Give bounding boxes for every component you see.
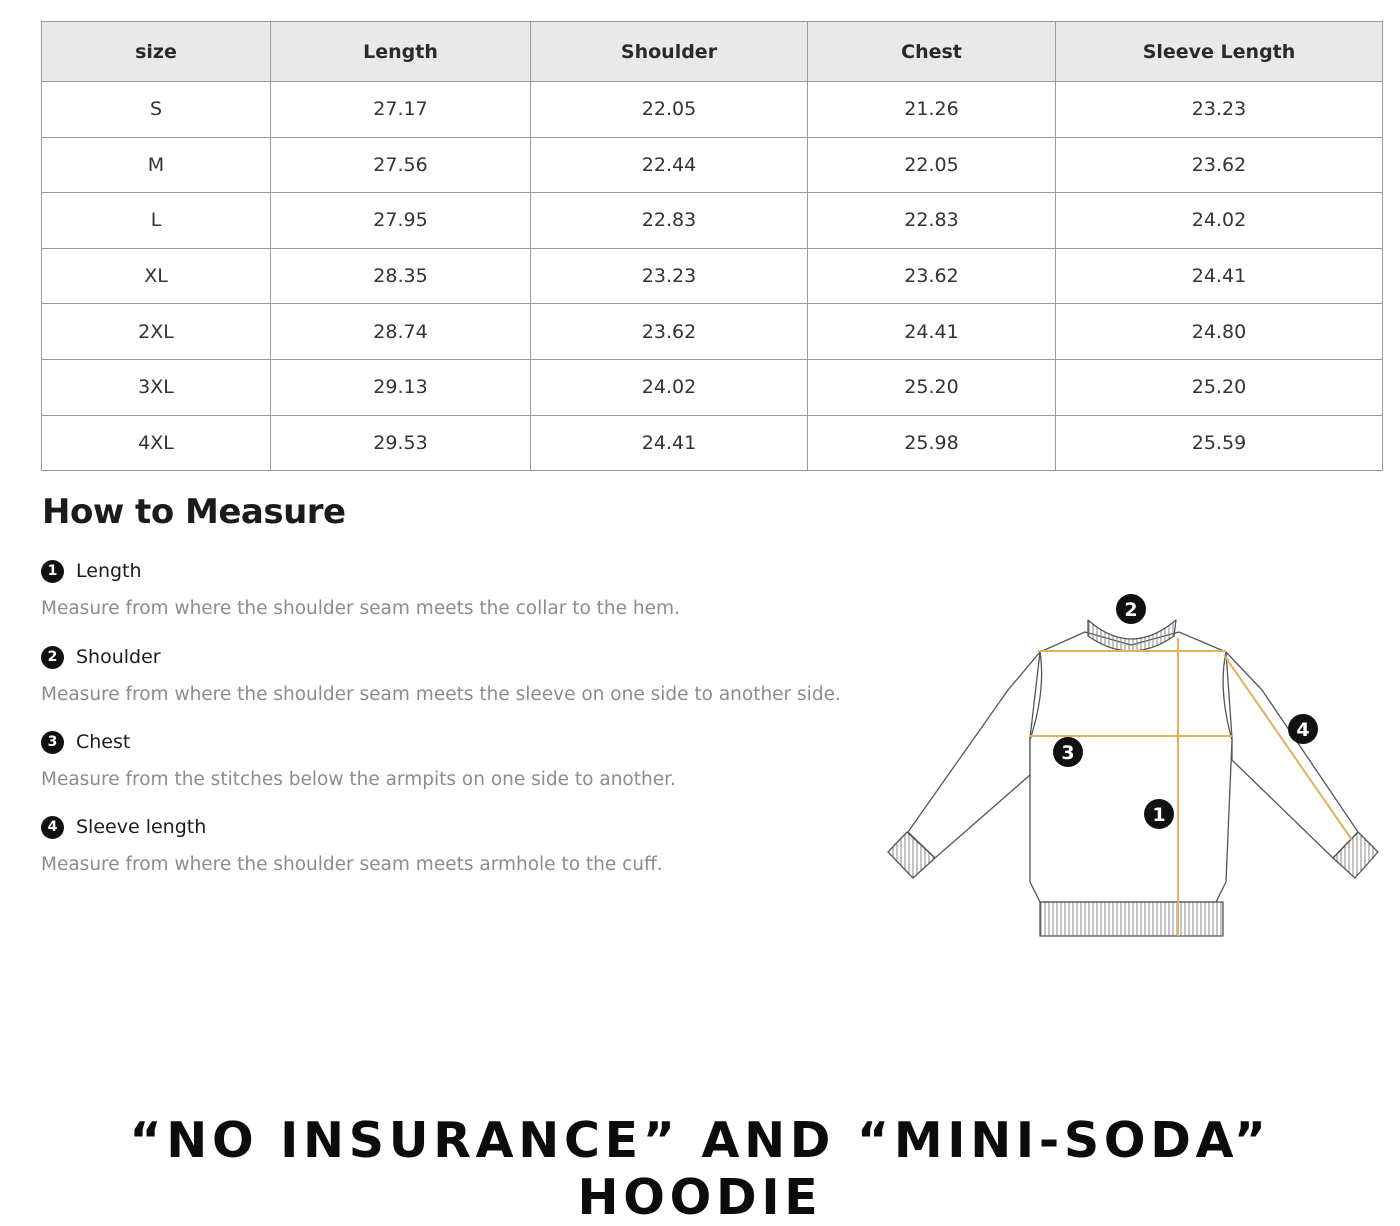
step-name: Length [76,560,142,582]
table-cell: 29.53 [271,415,531,471]
marker-label: 3 [1061,742,1075,764]
column-header: Chest [808,22,1056,82]
step-name: Sleeve length [76,816,207,838]
table-cell: 22.05 [531,82,808,138]
step-description: Measure from where the shoulder seam meets the collar to the hem. [41,598,680,619]
table-row [42,415,1383,471]
table-cell: S [42,82,271,138]
sweater-measurement-diagram-icon [880,590,1380,950]
table-cell: 23.62 [1056,137,1383,193]
table-cell: 25.20 [1056,359,1383,415]
column-header: Sleeve Length [1056,22,1383,82]
table-cell: 24.80 [1056,304,1383,360]
table-cell: XL [42,248,271,304]
marker-label: 1 [1152,804,1166,826]
step-name: Shoulder [76,646,161,668]
measure-step-length [41,558,680,619]
size-chart-table [41,21,1383,471]
table-row [42,359,1383,415]
step-description: Measure from the stitches below the armpits on one side to another. [41,769,676,790]
table-cell: 28.35 [271,248,531,304]
step-number-badge: 1 [41,560,64,583]
step-name: Chest [76,731,131,753]
product-title: “NO INSURANCE” AND “MINI-SODA” HOODIE [129,1112,1271,1226]
table-cell: 23.23 [1056,82,1383,138]
table-row [42,193,1383,249]
column-header: Length [271,22,531,82]
table-cell: 4XL [42,415,271,471]
measure-step-chest [41,729,676,790]
table-cell: 2XL [42,304,271,360]
table-cell: 29.13 [271,359,531,415]
column-header: Shoulder [531,22,808,82]
table-cell: 27.95 [271,193,531,249]
table-cell: 24.41 [531,415,808,471]
step-number-badge: 4 [41,816,64,839]
marker-label: 2 [1124,599,1138,621]
table-cell: 27.17 [271,82,531,138]
table-cell: 25.98 [808,415,1056,471]
table-cell: 22.44 [531,137,808,193]
table-cell: 28.74 [271,304,531,360]
table-cell: 25.59 [1056,415,1383,471]
table-cell: 24.02 [1056,193,1383,249]
marker-label: 4 [1296,719,1310,741]
table-row [42,248,1383,304]
step-description: Measure from where the shoulder seam meets the sleeve on one side to another side. [41,684,841,705]
table-cell: 24.41 [1056,248,1383,304]
column-header: size [42,22,271,82]
table-cell: 22.83 [808,193,1056,249]
table-cell: 3XL [42,359,271,415]
table-cell: L [42,193,271,249]
measure-step-shoulder [41,644,841,705]
how-to-measure-heading: How to Measure [42,492,346,532]
table-row [42,304,1383,360]
table-cell: 23.23 [531,248,808,304]
table-cell: 21.26 [808,82,1056,138]
table-row [42,137,1383,193]
table-cell: 23.62 [531,304,808,360]
table-header-row [42,22,1383,82]
table-cell: 24.41 [808,304,1056,360]
table-row [42,82,1383,138]
table-cell: 27.56 [271,137,531,193]
step-number-badge: 3 [41,731,64,754]
table-cell: M [42,137,271,193]
measure-step-sleeve-length [41,814,663,875]
table-cell: 23.62 [808,248,1056,304]
step-number-badge: 2 [41,646,64,669]
table-cell: 24.02 [531,359,808,415]
step-description: Measure from where the shoulder seam meets armhole to the cuff. [41,854,663,875]
table-cell: 22.83 [531,193,808,249]
table-cell: 25.20 [808,359,1056,415]
table-cell: 22.05 [808,137,1056,193]
